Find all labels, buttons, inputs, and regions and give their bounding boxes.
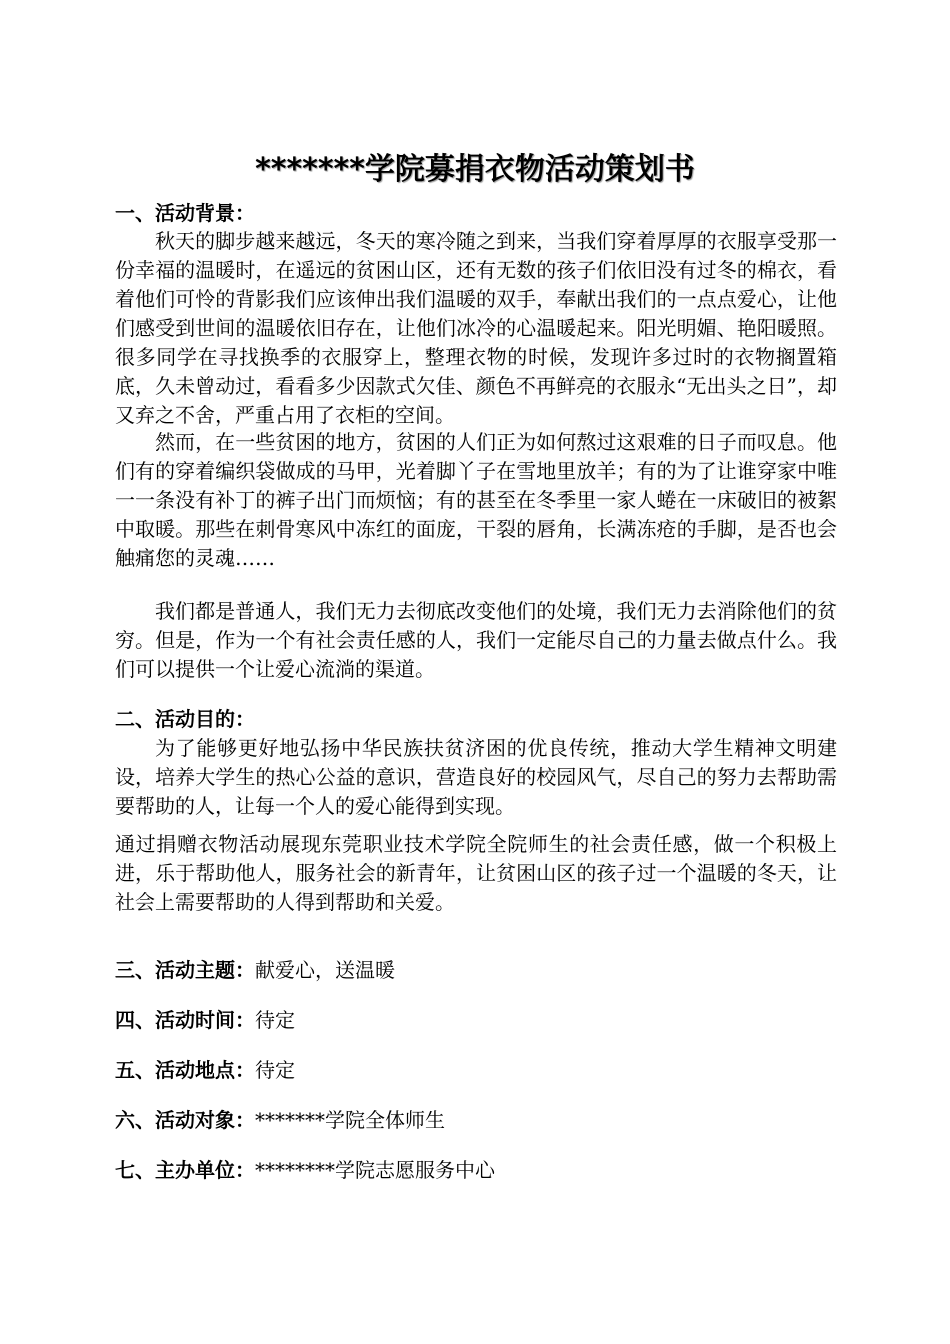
purpose-paragraph-2: 通过捐赠衣物活动展现东莞职业技术学院全院师生的社会责任感，做一个积极上进，乐于帮助他人，服务社会的新青年，让贫困山区的孩子过一个温暖的冬天，让社会上需要帮助的人得到帮助和关爱。 <box>115 832 837 914</box>
background-paragraph-1: 秋天的脚步越来越远，冬天的寒冷随之到来，当我们穿着厚厚的衣服享受那一份幸福的温暖时，在遥远的贫困山区，还有无数的孩子们依旧没有过冬的棉衣，看着他们可怜的背影我们应该伸出我们温暖的双手，奉献出我们的一点点爱心，让他们感受到世间的温暖依旧存在，让他们冰冷的心温暖起来。阳光明媚、艳阳暖照。很多同学在寻找换季的衣服穿上，整理衣物的时候，发现许多过时的衣物搁置箱底，久未曾动过，看看多少因款式欠佳、颜色不再鲜亮的衣服永“无出头之日”，却又弃之不舍，严重占用了衣柜的空间。 <box>115 229 837 427</box>
theme-row <box>115 956 395 985</box>
audience-value: *******学院全体师生 <box>255 1108 445 1132</box>
section-heading-purpose: 二、活动目的： <box>115 707 255 731</box>
location-row <box>115 1056 295 1085</box>
document-title: *******学院募捐衣物活动策划书 <box>255 152 695 187</box>
background-paragraph-2: 然而，在一些贫困的地方，贫困的人们正为如何熬过这艰难的日子而叹息。他们有的穿着编织袋做成的马甲，光着脚丫子在雪地里放羊；有的为了让谁穿家中唯一一条没有补丁的裤子出门而烦恼；有的甚至在冬季里一家人蜷在一床破旧的被絮中取暖。那些在刺骨寒风中冻红的面庞，干裂的唇角，长满冻疮的手脚，是否也会触痛您的灵魂…… <box>115 430 837 570</box>
location-value: 待定 <box>255 1058 295 1082</box>
organizer-row <box>115 1156 495 1185</box>
organizer-value: ********学院志愿服务中心 <box>255 1158 495 1182</box>
background-paragraph-3: 我们都是普通人，我们无力去彻底改变他们的处境，我们无力去消除他们的贫穷。但是，作为一个有社会责任感的人，我们一定能尽自己的力量去做点什么。我们可以提供一个让爱心流淌的渠道。 <box>115 599 837 681</box>
section-heading-background: 一、活动背景： <box>115 201 255 225</box>
time-row <box>115 1006 295 1035</box>
audience-row <box>115 1106 445 1135</box>
location-label: 五、活动地点： <box>115 1058 255 1082</box>
theme-label: 三、活动主题： <box>115 958 255 982</box>
purpose-paragraph-1: 为了能够更好地弘扬中华民族扶贫济困的优良传统，推动大学生精神文明建设，培养大学生的热心公益的意识，营造良好的校园风气，尽自己的努力去帮助需要帮助的人，让每一个人的爱心能得到实现。 <box>115 736 837 818</box>
time-label: 四、活动时间： <box>115 1008 255 1032</box>
theme-value: 献爱心，送温暖 <box>255 958 395 982</box>
time-value: 待定 <box>255 1008 295 1032</box>
audience-label: 六、活动对象： <box>115 1108 255 1132</box>
organizer-label: 七、主办单位： <box>115 1158 255 1182</box>
